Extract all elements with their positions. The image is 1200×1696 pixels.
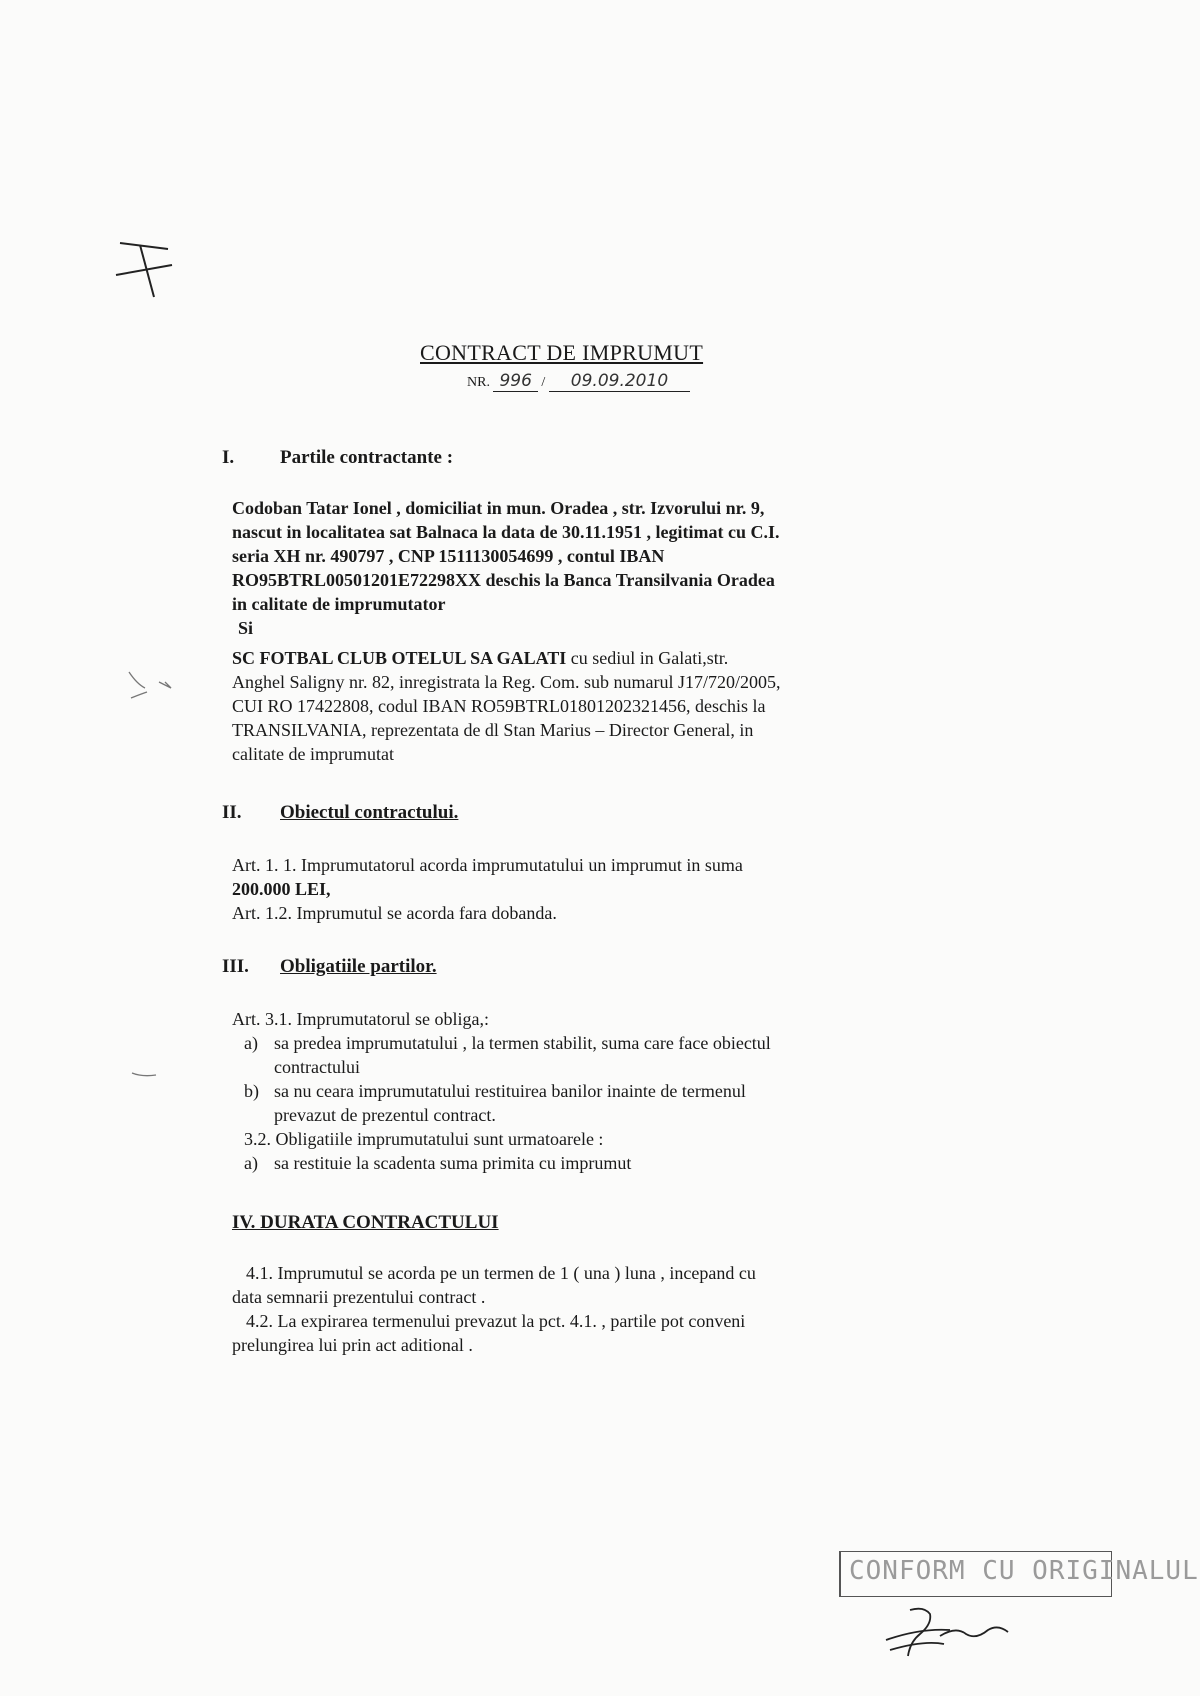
- borrower-line: calitate de imprumutat: [232, 744, 394, 764]
- article-1-2: Art. 1.2. Imprumutul se acorda fara dobanda.: [232, 903, 557, 923]
- list-item-label: b): [244, 1081, 259, 1101]
- lender-line: nascut in localitatea sat Balnaca la data de 30.11.1951 , legitimat cu C.I.: [232, 522, 780, 542]
- section-2-heading: [222, 802, 458, 824]
- handwritten-mark-icon: [110, 235, 180, 305]
- section-1-title: Partile contractante :: [280, 447, 454, 468]
- nr-date: 09.09.2010: [549, 371, 690, 392]
- list-item-line: sa restituie la scadenta suma primita cu imprumut: [274, 1153, 632, 1173]
- margin-scribble-icon: [125, 668, 185, 704]
- section-3-heading: [222, 956, 437, 978]
- borrower-line: CUI RO 17422808, codul IBAN RO59BTRL01801202321456, deschis la: [232, 696, 766, 716]
- list-item-line: prevazut de prezentul contract.: [274, 1105, 496, 1125]
- lender-line: seria XH nr. 490797 , CNP 1511130054699 , contul IBAN: [232, 546, 665, 566]
- lender-line: RO95BTRL00501201E72298XX deschis la Banca Transilvania Oradea: [232, 570, 775, 590]
- section-3-number: III.: [222, 956, 249, 977]
- borrower-line: Anghel Saligny nr. 82, inregistrata la Reg. Com. sub numarul J17/720/2005,: [232, 672, 781, 692]
- stamp-text: CONFORM CU ORIGINALUL: [849, 1556, 1199, 1586]
- borrower-block: [232, 646, 992, 766]
- page-title: CONTRACT DE IMPRUMUT: [420, 340, 704, 365]
- article-3-2: 3.2. Obligatiile imprumutatului sunt urmatoarele :: [244, 1129, 604, 1149]
- article-3-1: Art. 3.1. Imprumutatorul se obliga,:: [232, 1009, 489, 1029]
- section-3-title: Obligatiile partilor.: [280, 956, 437, 977]
- article-4-1-line: data semnarii prezentului contract .: [232, 1287, 486, 1307]
- lender-line: Codoban Tatar Ionel , domiciliat in mun. Oradea , str. Izvorului nr. 9,: [232, 498, 765, 518]
- article-4-1-line: 4.1. Imprumutul se acorda pe un termen de 1 ( una ) luna , incepand cu: [246, 1263, 756, 1283]
- section-4-heading: IV. DURATA CONTRACTULUI: [232, 1212, 499, 1233]
- list-item: [244, 1151, 992, 1175]
- section-3-body: [232, 1007, 992, 1175]
- list-item-line: sa nu ceara imprumutatului restituirea banilor inainte de termenul: [274, 1081, 746, 1101]
- signature-icon: [880, 1600, 1020, 1670]
- section-2-body: [232, 853, 992, 925]
- nr-separator: /: [541, 375, 546, 390]
- article-4-2-line: 4.2. La expirarea termenului prevazut la pct. 4.1. , partile pot conveni: [246, 1311, 746, 1331]
- section-1-number: I.: [222, 447, 235, 468]
- borrower-address-start: cu sediul in Galati,str.: [566, 648, 729, 668]
- conform-stamp: [839, 1551, 1199, 1597]
- nr-value: 996: [493, 371, 537, 392]
- list-item-line: contractului: [274, 1057, 360, 1077]
- list-item: [244, 1031, 992, 1079]
- lender-block: [232, 496, 992, 640]
- article-1-1: Art. 1. 1. Imprumutatorul acorda imprumutatului un imprumut in suma: [232, 855, 743, 875]
- section-2-number: II.: [222, 802, 242, 823]
- margin-tick-icon: [130, 1065, 160, 1081]
- borrower-name: SC FOTBAL CLUB OTELUL SA GALATI: [232, 648, 567, 668]
- borrower-line: TRANSILVANIA, reprezentata de dl Stan Marius – Director General, in: [232, 720, 754, 740]
- section-1-heading: [222, 447, 453, 469]
- and-word: Si: [238, 618, 254, 638]
- nr-label: NR.: [467, 375, 490, 390]
- lender-line: in calitate de imprumutator: [232, 594, 446, 614]
- list-item-label: a): [244, 1033, 258, 1053]
- contract-number: [467, 371, 690, 391]
- article-4-2-line: prelungirea lui prin act aditional .: [232, 1335, 473, 1355]
- section-4-body: [232, 1261, 992, 1357]
- list-item-line: sa predea imprumutatului , la termen stabilit, suma care face obiectul: [274, 1033, 771, 1053]
- loan-amount: 200.000 LEI,: [232, 879, 331, 899]
- list-item-label: a): [244, 1153, 258, 1173]
- section-2-title: Obiectul contractului.: [280, 802, 459, 823]
- list-item: [244, 1079, 992, 1127]
